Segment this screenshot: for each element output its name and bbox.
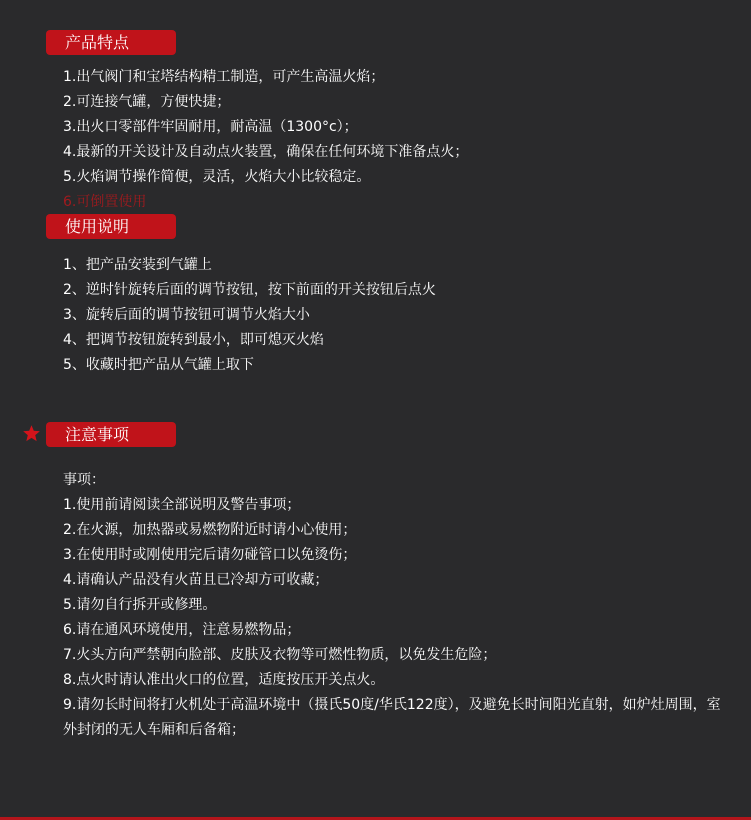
- list-item: 6.请在通风环境使用，注意易燃物品；: [63, 622, 301, 638]
- list-item: 2.可连接气罐，方便快捷；: [63, 94, 231, 110]
- faded-list-item: 6.可倒置使用: [63, 194, 147, 210]
- precautions-heading: [46, 422, 176, 447]
- list-item: 4.最新的开关设计及自动点火装置，确保在任何环境下准备点火；: [63, 144, 469, 160]
- list-item: 5.火焰调节操作简便，灵活，火焰大小比较稳定。: [63, 169, 371, 185]
- list-item: 4、把调节按钮旋转到最小，即可熄灭火焰: [63, 332, 324, 348]
- precautions-list: [63, 468, 733, 743]
- list-item: 事项：: [63, 472, 105, 488]
- list-item: 3、旋转后面的调节按钮可调节火焰大小: [63, 307, 310, 323]
- precautions-heading-label: 注意事项: [65, 425, 130, 444]
- features-heading-label: 产品特点: [65, 33, 130, 52]
- usage-heading: [46, 214, 176, 239]
- list-item: 1.出气阀门和宝塔结构精工制造，可产生高温火焰；: [63, 69, 385, 85]
- list-item: 1、把产品安装到气罐上: [63, 257, 212, 273]
- features-heading: [46, 30, 176, 55]
- list-item: 9.请勿长时间将打火机处于高温环境中（摄氏50度/华氏122度），及避免长时间阳光直射，如炉灶周围，室外封闭的无人车厢和后备箱；: [63, 697, 721, 738]
- list-item: 7.火头方向严禁朝向脸部、皮肤及衣物等可燃性物质，以免发生危险；: [63, 647, 497, 663]
- list-item: 8.点火时请认准出火口的位置，适度按压开关点火。: [63, 672, 385, 688]
- list-item: 2.在火源，加热器或易燃物附近时请小心使用；: [63, 522, 357, 538]
- list-item: 2、逆时针旋转后面的调节按钮，按下前面的开关按钮后点火: [63, 282, 436, 298]
- usage-heading-label: 使用说明: [65, 217, 130, 236]
- usage-list: [63, 253, 436, 378]
- list-item: 3.在使用时或刚使用完后请勿碰管口以免烫伤；: [63, 547, 357, 563]
- list-item: 4.请确认产品没有火苗且已冷却方可收藏；: [63, 572, 329, 588]
- star-icon: [22, 424, 41, 443]
- list-item: 5、收藏时把产品从气罐上取下: [63, 357, 254, 373]
- list-item: 3.出火口零部件牢固耐用，耐高温（1300°c）；: [63, 119, 358, 135]
- list-item: 1.使用前请阅读全部说明及警告事项；: [63, 497, 301, 513]
- list-item: 5.请勿自行拆开或修理。: [63, 597, 217, 613]
- features-list: [63, 65, 468, 215]
